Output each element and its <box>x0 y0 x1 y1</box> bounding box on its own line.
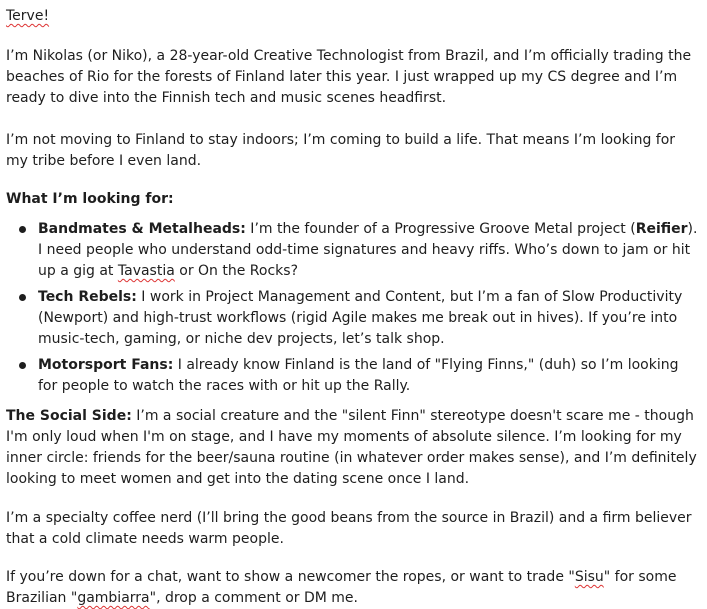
bullet-icon <box>19 362 26 369</box>
list-item-text: I’m the founder of a Progressive Groove Metal project ( <box>245 221 636 237</box>
list-item-text: ). I need people who understand odd-time signatures and heavy riffs. Who’s down to jam or hit up a gig at <box>38 221 698 279</box>
greeting-text: Terve! <box>6 8 50 24</box>
list-item-label: Tech Rebels: <box>38 289 137 305</box>
social-label: The Social Side: <box>6 408 132 424</box>
list-item-motorsport <box>6 355 701 397</box>
list-item-text: I already know Finland is the land of "Flying Finns," (duh) so I’m looking for people to watch the races with or hit up the Rally. <box>38 357 679 394</box>
gambiarra-word: gambiarra <box>77 590 150 606</box>
sisu-word: Sisu <box>574 569 604 585</box>
list-item-text: or On the Rocks? <box>174 263 298 279</box>
social-text: I’m a social creature and the "silent Finn" stereotype doesn't scare me - though I'm only loud when I'm on stage, and I have my moments of absolute silence. I’m looking for my inner circle: friends for the beer/sauna routine (in whatever order makes sense), and I’m definitely looking to meet women and get into the dating scene once I land. <box>6 408 697 487</box>
looking-for-list <box>6 219 701 397</box>
list-item-tech-rebels <box>6 287 701 350</box>
coffee-paragraph: I’m a specialty coffee nerd (I’ll bring the good beans from the source in Brazil) and a firm believer that a cold climate needs warm people. <box>6 510 692 547</box>
looking-heading: What I’m looking for: <box>6 191 174 207</box>
venue-name: Tavastia <box>117 263 175 279</box>
list-item-bandmates <box>6 219 701 282</box>
band-name: Reifier <box>635 221 688 237</box>
closing-text: If you’re down for a chat, want to show a newcomer the ropes, or want to trade " <box>6 569 575 585</box>
bullet-icon <box>19 294 26 301</box>
greeting-paragraph <box>6 6 701 27</box>
social-paragraph <box>6 406 701 490</box>
closing-paragraph <box>6 567 701 609</box>
list-item-label: Motorsport Fans: <box>38 357 174 373</box>
intro-paragraph: I’m Nikolas (or Niko), a 28-year-old Creative Technologist from Brazil, and I’m officially trading the beaches of Rio for the forests of Finland later this year. I just wrapped up my CS degree and I’m ready to dive into the Finnish tech and music scenes headfirst. <box>6 48 692 106</box>
list-item-text: I work in Project Management and Content, but I’m a fan of Slow Productivity (Newport) and high-trust workflows (rigid Agile makes me break out in hives). If you’re into music-tech, gaming, or niche dev projects, let’s talk shop. <box>38 289 683 347</box>
closing-text: ", drop a comment or DM me. <box>149 590 358 606</box>
list-item-label: Bandmates & Metalheads: <box>38 221 246 237</box>
moving-paragraph: I’m not moving to Finland to stay indoors; I’m coming to build a life. That means I’m looking for my tribe before I even land. <box>6 132 676 169</box>
bullet-icon <box>19 226 26 233</box>
closing-text: " for some Brazilian " <box>6 569 677 606</box>
